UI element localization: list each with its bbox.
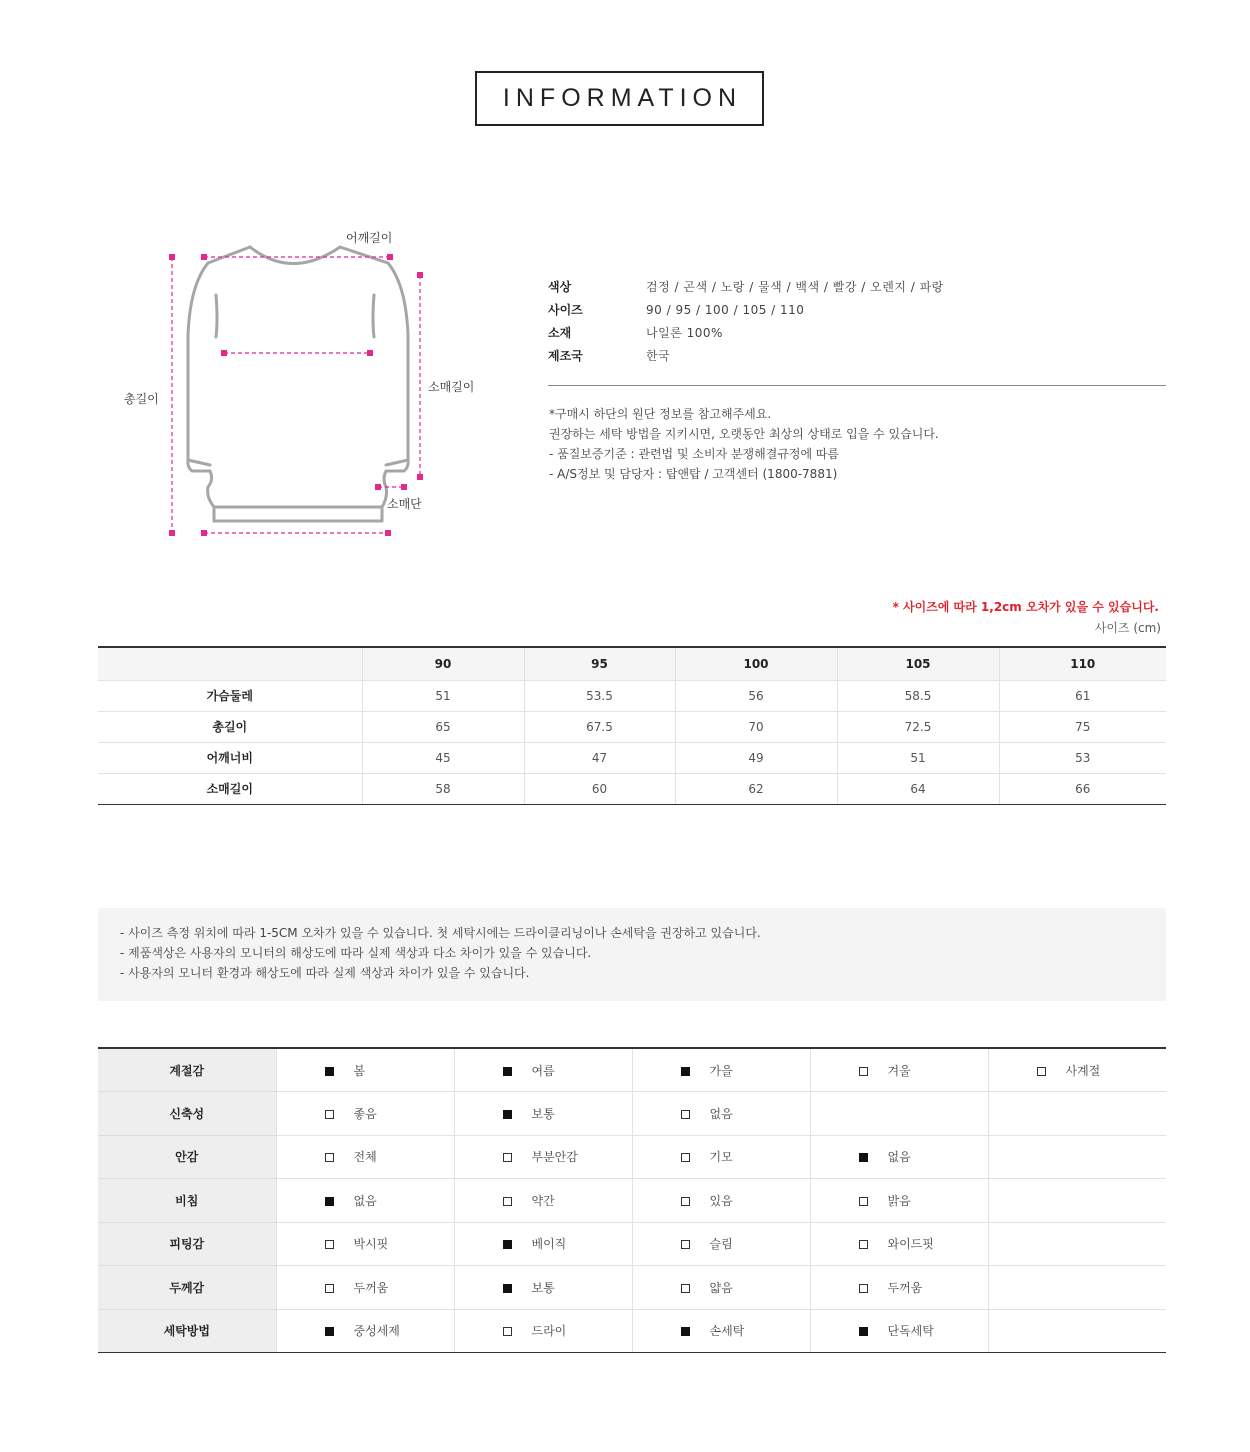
attribute-row: [98, 1309, 1166, 1353]
checked-box-icon: [503, 1284, 512, 1293]
attribute-cell: [454, 1179, 632, 1223]
info-row-material: [548, 321, 1168, 344]
attribute-cell: [276, 1135, 454, 1179]
attribute-option-label: 손세탁: [709, 1324, 745, 1339]
attribute-option-label: 사계절: [1065, 1063, 1101, 1078]
size-header-cell: 95: [524, 647, 675, 680]
attribute-cell: [632, 1092, 810, 1136]
shoulder-label: 어깨길이: [346, 231, 393, 245]
attribute-row: [98, 1135, 1166, 1179]
size-cell: 58.5: [837, 680, 999, 711]
size-cell: 53: [999, 742, 1166, 773]
table-row: [98, 742, 1166, 773]
attribute-option-label: 가을: [709, 1063, 733, 1078]
size-cell: 75: [999, 711, 1166, 742]
attribute-cell: [632, 1222, 810, 1266]
attribute-cell: [632, 1135, 810, 1179]
unchecked-box-icon: [859, 1067, 868, 1076]
unchecked-box-icon: [681, 1284, 690, 1293]
size-cell: 66: [999, 773, 1166, 804]
note-line: - 품질보증기준 : 관련법 및 소비자 분쟁해결규정에 따름: [549, 447, 840, 461]
unchecked-box-icon: [503, 1153, 512, 1162]
unchecked-box-icon: [503, 1327, 512, 1336]
info-row-origin: [548, 344, 1168, 367]
attribute-cell: [454, 1266, 632, 1310]
attribute-cell: [454, 1135, 632, 1179]
attribute-cell: [276, 1222, 454, 1266]
attribute-option-label: 보통: [531, 1106, 555, 1121]
row-label: 소매길이: [98, 773, 362, 804]
size-header-cell: 90: [362, 647, 524, 680]
checked-box-icon: [325, 1067, 334, 1076]
info-row-size: [548, 298, 1168, 321]
size-cell: 53.5: [524, 680, 675, 711]
attribute-label: 피팅감: [98, 1222, 276, 1266]
info-value: 90 / 95 / 100 / 105 / 110: [646, 302, 805, 317]
attribute-option-label: 슬림: [709, 1237, 733, 1252]
attribute-option-label: 중성세제: [353, 1324, 400, 1339]
attribute-cell: [988, 1048, 1166, 1092]
info-value: 검정 / 곤색 / 노랑 / 물색 / 백색 / 빨강 / 오렌지 / 파랑: [646, 280, 944, 294]
product-info: [548, 275, 1168, 367]
attribute-cell: [810, 1222, 988, 1266]
notice-line: - 사용자의 모니터 환경과 해상도에 따라 실제 색상과 차이가 있을 수 있습니다.: [120, 966, 530, 980]
sleeve-length-label: 소매길이: [428, 380, 475, 394]
size-header-cell: 110: [999, 647, 1166, 680]
table-row: [98, 680, 1166, 711]
note-line: *구매시 하단의 원단 정보를 참고해주세요.: [549, 407, 772, 421]
unchecked-box-icon: [503, 1197, 512, 1206]
attribute-cell: [810, 1135, 988, 1179]
checked-box-icon: [503, 1110, 512, 1119]
checked-box-icon: [325, 1327, 334, 1336]
row-label: 총길이: [98, 711, 362, 742]
checked-box-icon: [681, 1067, 690, 1076]
garment-diagram: [110, 225, 490, 545]
attribute-cell: [810, 1092, 988, 1136]
attribute-cell: [810, 1179, 988, 1223]
notice-line: - 제품색상은 사용자의 모니터의 해상도에 따라 실제 색상과 다소 차이가 있을 수 있습니다.: [120, 946, 592, 960]
attribute-cell: [988, 1135, 1166, 1179]
attribute-option-label: 있음: [709, 1193, 733, 1208]
unchecked-box-icon: [325, 1153, 334, 1162]
attribute-option-label: 여름: [531, 1063, 555, 1078]
cuff-label: 소매단: [387, 497, 422, 511]
attribute-cell: [988, 1222, 1166, 1266]
attribute-cell: [988, 1179, 1166, 1223]
attribute-option-label: 박시핏: [353, 1237, 389, 1252]
attribute-cell: [988, 1309, 1166, 1353]
attribute-cell: [988, 1092, 1166, 1136]
attribute-option-label: 두꺼움: [887, 1280, 923, 1295]
unchecked-box-icon: [681, 1240, 690, 1249]
attribute-label: 세탁방법: [98, 1309, 276, 1353]
attribute-cell: [454, 1309, 632, 1353]
attribute-option-label: 두꺼움: [353, 1280, 389, 1295]
attribute-option-label: 드라이: [531, 1324, 567, 1339]
attribute-option-label: 단독세탁: [887, 1324, 934, 1339]
attribute-label: 신축성: [98, 1092, 276, 1136]
size-cell: 70: [675, 711, 837, 742]
info-key: 색상: [548, 280, 572, 294]
attribute-cell: [632, 1179, 810, 1223]
unchecked-box-icon: [859, 1284, 868, 1293]
size-cell: 61: [999, 680, 1166, 711]
attribute-cell: [276, 1048, 454, 1092]
note-line: - A/S정보 및 담당자 : 탑앤탑 / 고객센터 (1800-7881): [549, 467, 838, 481]
attribute-cell: [632, 1266, 810, 1310]
info-row-color: [548, 275, 1168, 298]
attribute-option-label: 기모: [709, 1150, 733, 1165]
size-table: [98, 646, 1166, 805]
size-header-cell: 105: [837, 647, 999, 680]
checked-box-icon: [503, 1240, 512, 1249]
unchecked-box-icon: [325, 1284, 334, 1293]
attribute-cell: [632, 1048, 810, 1092]
attribute-option-label: 없음: [709, 1106, 733, 1121]
fabric-attributes-table: [98, 1047, 1166, 1353]
attribute-cell: [810, 1309, 988, 1353]
row-label: 어깨너비: [98, 742, 362, 773]
attribute-option-label: 밝음: [887, 1193, 911, 1208]
attribute-cell: [988, 1266, 1166, 1310]
attribute-cell: [810, 1048, 988, 1092]
size-cell: 62: [675, 773, 837, 804]
unchecked-box-icon: [325, 1240, 334, 1249]
unchecked-box-icon: [325, 1110, 334, 1119]
size-cell: 56: [675, 680, 837, 711]
attribute-option-label: 없음: [887, 1150, 911, 1165]
attribute-option-label: 부분안감: [531, 1150, 578, 1165]
unchecked-box-icon: [859, 1240, 868, 1249]
attribute-row: [98, 1092, 1166, 1136]
unchecked-box-icon: [681, 1110, 690, 1119]
size-cell: 60: [524, 773, 675, 804]
attribute-cell: [810, 1266, 988, 1310]
attribute-cell: [276, 1309, 454, 1353]
size-cell: 51: [837, 742, 999, 773]
table-row: [98, 773, 1166, 804]
checked-box-icon: [325, 1197, 334, 1206]
divider: [548, 385, 1166, 386]
checked-box-icon: [681, 1327, 690, 1336]
care-notes: [549, 404, 939, 484]
note-line: 권장하는 세탁 방법을 지키시면, 오랫동안 최상의 상태로 입을 수 있습니다.: [549, 427, 939, 441]
checked-box-icon: [859, 1153, 868, 1162]
checked-box-icon: [503, 1067, 512, 1076]
attribute-cell: [454, 1092, 632, 1136]
size-unit: 사이즈 (cm): [1094, 621, 1161, 635]
attribute-row: [98, 1048, 1166, 1092]
attribute-cell: [276, 1092, 454, 1136]
attribute-cell: [632, 1309, 810, 1353]
size-cell: 51: [362, 680, 524, 711]
info-key: 사이즈: [548, 303, 583, 317]
size-header-row: [98, 647, 1166, 680]
size-warning: * 사이즈에 따라 1,2cm 오차가 있을 수 있습니다.: [892, 600, 1159, 614]
size-cell: 67.5: [524, 711, 675, 742]
attribute-option-label: 보통: [531, 1280, 555, 1295]
attribute-option-label: 없음: [353, 1193, 377, 1208]
attribute-cell: [276, 1266, 454, 1310]
size-cell: 58: [362, 773, 524, 804]
attribute-label: 두께감: [98, 1266, 276, 1310]
size-cell: 45: [362, 742, 524, 773]
unchecked-box-icon: [859, 1197, 868, 1206]
info-key: 제조국: [548, 349, 583, 363]
total-length-label: 총길이: [124, 392, 159, 406]
unchecked-box-icon: [681, 1197, 690, 1206]
attribute-option-label: 좋음: [353, 1106, 377, 1121]
attribute-row: [98, 1179, 1166, 1223]
attribute-option-label: 겨울: [887, 1063, 911, 1078]
size-cell: 72.5: [837, 711, 999, 742]
size-header-cell: 100: [675, 647, 837, 680]
attribute-option-label: 전체: [353, 1150, 377, 1165]
section-title: [475, 71, 764, 126]
size-header-cell: [98, 647, 362, 680]
unchecked-box-icon: [681, 1153, 690, 1162]
attribute-cell: [454, 1222, 632, 1266]
notice-box: [98, 908, 1166, 1001]
attribute-label: 안감: [98, 1135, 276, 1179]
section-title-text: INFORMATION: [502, 84, 743, 112]
row-label: 가슴둘레: [98, 680, 362, 711]
attribute-label: 계절감: [98, 1048, 276, 1092]
attribute-row: [98, 1266, 1166, 1310]
attribute-option-label: 베이직: [531, 1237, 567, 1252]
info-value: 나일론 100%: [646, 326, 723, 340]
attribute-option-label: 약간: [531, 1193, 555, 1208]
attribute-row: [98, 1222, 1166, 1266]
size-cell: 47: [524, 742, 675, 773]
attribute-option-label: 얇음: [709, 1280, 733, 1295]
info-key: 소재: [548, 326, 572, 340]
size-cell: 64: [837, 773, 999, 804]
size-cell: 65: [362, 711, 524, 742]
attribute-cell: [276, 1179, 454, 1223]
notice-line: - 사이즈 측정 위치에 따라 1-5CM 오차가 있을 수 있습니다. 첫 세탁시에는 드라이클리닝이나 손세탁을 권장하고 있습니다.: [120, 926, 761, 940]
attribute-cell: [454, 1048, 632, 1092]
checked-box-icon: [859, 1327, 868, 1336]
unchecked-box-icon: [1037, 1067, 1046, 1076]
attribute-label: 비침: [98, 1179, 276, 1223]
size-cell: 49: [675, 742, 837, 773]
attribute-option-label: 와이드핏: [887, 1237, 934, 1252]
info-value: 한국: [646, 349, 671, 363]
table-row: [98, 711, 1166, 742]
attribute-option-label: 봄: [353, 1063, 366, 1078]
